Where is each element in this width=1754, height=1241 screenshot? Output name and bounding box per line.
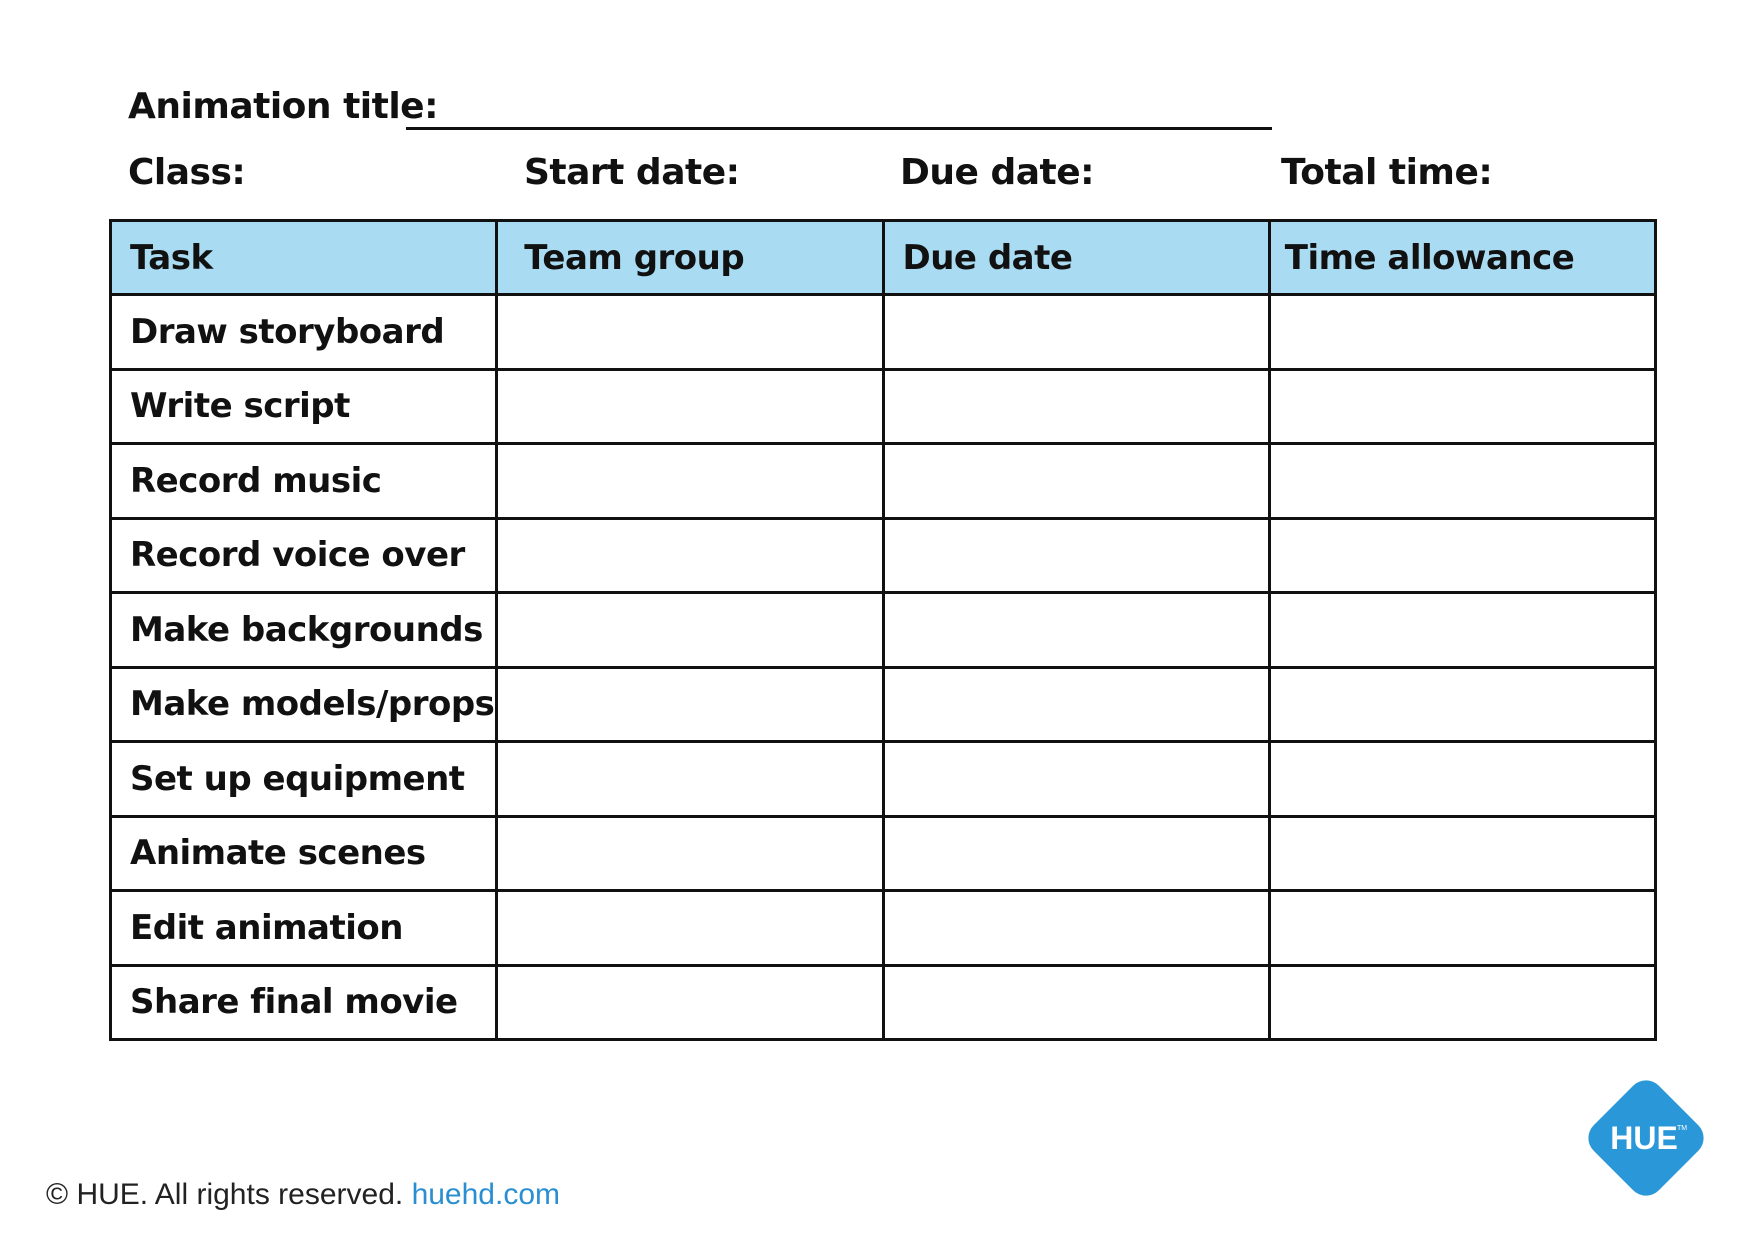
task-name: Animate scenes bbox=[111, 816, 497, 891]
due-date-cell[interactable] bbox=[883, 891, 1269, 966]
team-group-cell[interactable] bbox=[497, 891, 883, 966]
team-group-cell[interactable] bbox=[497, 742, 883, 817]
task-name: Edit animation bbox=[111, 891, 497, 966]
time-allowance-cell[interactable] bbox=[1269, 295, 1655, 370]
due-date-cell[interactable] bbox=[883, 518, 1269, 593]
time-allowance-cell[interactable] bbox=[1269, 667, 1655, 742]
table-row bbox=[111, 965, 1656, 1040]
task-name: Draw storyboard bbox=[111, 295, 497, 370]
task-name: Share final movie bbox=[111, 965, 497, 1040]
due-date-cell[interactable] bbox=[883, 742, 1269, 817]
total-time-label: Total time: bbox=[1281, 152, 1493, 193]
task-name: Set up equipment bbox=[111, 742, 497, 817]
time-allowance-cell[interactable] bbox=[1269, 444, 1655, 519]
table-row bbox=[111, 444, 1656, 519]
logo-text: HUE bbox=[1610, 1120, 1678, 1156]
due-date-cell[interactable] bbox=[883, 816, 1269, 891]
team-group-cell[interactable] bbox=[497, 593, 883, 668]
due-date-cell[interactable] bbox=[883, 295, 1269, 370]
team-group-cell[interactable] bbox=[497, 369, 883, 444]
logo-trademark: TM bbox=[1676, 1125, 1688, 1132]
table-row bbox=[111, 742, 1656, 817]
copyright-text: © HUE. All rights reserved. bbox=[46, 1178, 404, 1211]
team-group-cell[interactable] bbox=[497, 816, 883, 891]
task-table bbox=[109, 219, 1657, 1041]
table-row bbox=[111, 816, 1656, 891]
due-date-label: Due date: bbox=[900, 152, 1095, 193]
due-date-cell[interactable] bbox=[883, 965, 1269, 1040]
team-group-cell[interactable] bbox=[497, 518, 883, 593]
table-header-row bbox=[111, 221, 1656, 295]
hue-logo bbox=[1578, 1070, 1714, 1206]
animation-title-line[interactable] bbox=[406, 127, 1272, 130]
due-date-cell[interactable] bbox=[883, 444, 1269, 519]
table-row bbox=[111, 593, 1656, 668]
task-name: Record voice over bbox=[111, 518, 497, 593]
team-group-cell[interactable] bbox=[497, 965, 883, 1040]
column-header-team-group: Team group bbox=[497, 221, 883, 295]
animation-title-label: Animation title: bbox=[128, 86, 438, 127]
time-allowance-cell[interactable] bbox=[1269, 369, 1655, 444]
footer bbox=[46, 1178, 560, 1212]
task-name: Make backgrounds bbox=[111, 593, 497, 668]
due-date-cell[interactable] bbox=[883, 667, 1269, 742]
table-row bbox=[111, 667, 1656, 742]
time-allowance-cell[interactable] bbox=[1269, 742, 1655, 817]
column-header-time-allowance: Time allowance bbox=[1269, 221, 1655, 295]
due-date-cell[interactable] bbox=[883, 369, 1269, 444]
time-allowance-cell[interactable] bbox=[1269, 593, 1655, 668]
team-group-cell[interactable] bbox=[497, 295, 883, 370]
task-name: Write script bbox=[111, 369, 497, 444]
time-allowance-cell[interactable] bbox=[1269, 891, 1655, 966]
table-row bbox=[111, 518, 1656, 593]
task-name: Make models/props bbox=[111, 667, 497, 742]
time-allowance-cell[interactable] bbox=[1269, 518, 1655, 593]
class-label: Class: bbox=[128, 152, 246, 193]
website-link[interactable]: huehd.com bbox=[411, 1178, 560, 1211]
due-date-cell[interactable] bbox=[883, 593, 1269, 668]
column-header-due-date: Due date bbox=[883, 221, 1269, 295]
column-header-task: Task bbox=[111, 221, 497, 295]
start-date-label: Start date: bbox=[524, 152, 740, 193]
table-row bbox=[111, 369, 1656, 444]
team-group-cell[interactable] bbox=[497, 667, 883, 742]
time-allowance-cell[interactable] bbox=[1269, 816, 1655, 891]
time-allowance-cell[interactable] bbox=[1269, 965, 1655, 1040]
task-name: Record music bbox=[111, 444, 497, 519]
table-row bbox=[111, 891, 1656, 966]
team-group-cell[interactable] bbox=[497, 444, 883, 519]
table-row bbox=[111, 295, 1656, 370]
